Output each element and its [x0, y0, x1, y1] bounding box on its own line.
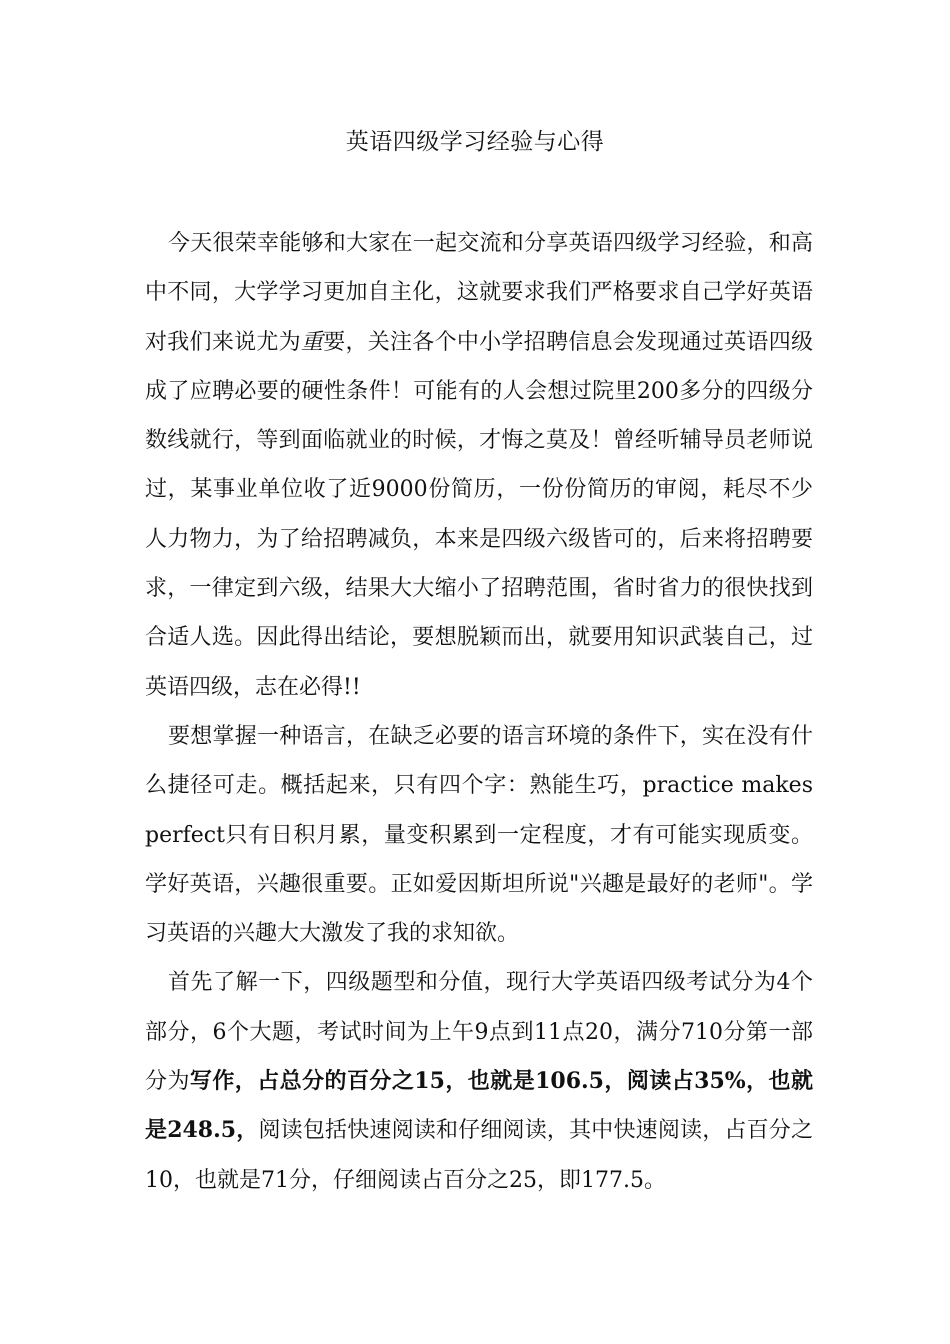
paragraph-1-text-b: 要，关注各个中小学招聘信息会发现通过英语四级成了应聘必要的硬性条件！可能有的人会想过院里200多分的四级分数线就行，等到面临就业的时候，才悔之莫及！曾经听辅导员老师说过，某事业单位收了近9000份简历，一份份简历的审阅，耗尽不少人力物力，为了给招聘减负，本来是四级六级皆可的，后来将招聘要求，一律定到六级，结果大大缩小了招聘范围，省时省力的很快找到合适人选。因此得出结论，要想脱颖而出，就要用知识武装自己，过英语四级，志在必得!! [145, 329, 813, 700]
paragraph-1-italic-text: 重 [300, 329, 324, 355]
paragraph-3-bold-text: 写作，占总分的百分之15，也就是106.5，阅读占35%，也就是248.5， [145, 1068, 813, 1144]
paragraph-1-text-a: 今天很荣幸能够和大家在一起交流和分享英语四级学习经验，和高中不同，大学学习更加自主化，这就要求我们严格要求自己学好英语对我们来说尤为 [145, 231, 813, 355]
paragraph-1 [145, 219, 813, 712]
paragraph-2: 要想掌握一种语言，在缺乏必要的语言环境的条件下，实在没有什么捷径可走。概括起来，只有四个字：熟能生巧，practice makes perfect只有日积月累，量变积累到一定程度，才有可能实现质变。学好英语，兴趣很重要。正如爱因斯坦所说"兴趣是最好的老师"。学习英语的兴趣大大激发了我的求知欲。 [145, 723, 813, 947]
paragraph-3-text-b: 阅读包括快速阅读和仔细阅读，其中快速阅读，占百分之10，也就是71分，仔细阅读占百分之25，即177.5。 [145, 1118, 813, 1193]
document-title: 英语四级学习经验与心得 [345, 129, 605, 155]
paragraph-3-text-a: 首先了解一下，四级题型和分值，现行大学英语四级考试分为4个部分，6个大题，考试时间为上午9点到11点20，满分710分第一部分为 [145, 970, 813, 1095]
document-body [145, 219, 813, 1205]
paragraph-3 [145, 958, 813, 1204]
